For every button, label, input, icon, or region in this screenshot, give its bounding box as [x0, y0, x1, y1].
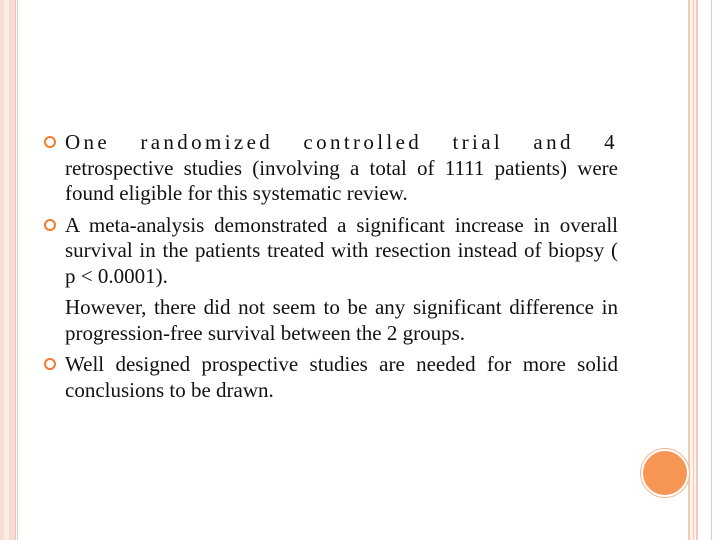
orange-circle-decoration	[641, 449, 689, 497]
bullet-item	[40, 213, 618, 290]
bullet-continuation-paragraph: However, there did not seem to be any significant difference in progression-free survival between the 2 groups.	[65, 295, 618, 345]
right-decorative-band	[688, 0, 698, 540]
bullet-text: retrospective studies (involving a total of 1111 patients) were found eligible for this systematic review.	[65, 155, 618, 205]
bullet-text: Well designed prospective studies are needed for more solid conclusions to be drawn.	[65, 352, 618, 402]
bullet-ring-icon	[44, 219, 56, 231]
left-decorative-band	[0, 0, 16, 540]
bullet-text: A meta-analysis demonstrated a significant increase in overall survival in the patients treated with resection instead of biopsy ( p < 0.0001).	[65, 212, 618, 288]
bullet-ring-icon	[44, 358, 56, 370]
bullet-lead-text: One randomized controlled trial and 4	[65, 130, 618, 154]
bullet-ring-icon	[44, 136, 56, 148]
slide-body	[40, 130, 618, 409]
bullet-item	[40, 130, 618, 207]
bullet-item	[40, 352, 618, 403]
